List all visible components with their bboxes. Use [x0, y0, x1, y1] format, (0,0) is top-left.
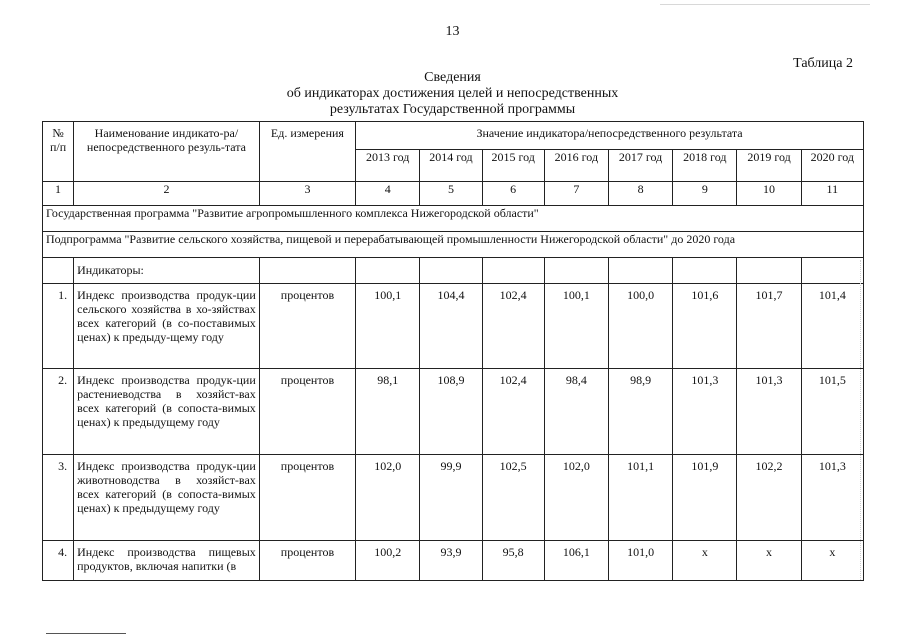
title-line-2: об индикаторах достижения целей и непосредственных [286, 86, 619, 101]
col-number-9: 9 [673, 182, 737, 206]
year-2019: 2019 год [737, 150, 801, 182]
row-value: x [673, 541, 737, 581]
header-name: Наименование индикато-ра/непосредственного резуль-тата [74, 122, 260, 182]
row-value: x [737, 541, 801, 581]
row-value: 101,5 [801, 369, 863, 455]
row-unit: процентов [259, 284, 355, 369]
col-number-5: 5 [420, 182, 482, 206]
row-value: 99,9 [420, 455, 482, 541]
row-value: 101,7 [737, 284, 801, 369]
col-number-11: 11 [801, 182, 863, 206]
row-num: 2. [43, 369, 74, 455]
row-unit: процентов [259, 455, 355, 541]
empty-cell [43, 258, 74, 284]
scan-edge-dots [860, 260, 863, 580]
row-value: 101,4 [801, 284, 863, 369]
row-value: 102,0 [544, 455, 608, 541]
col-number-2: 2 [74, 182, 260, 206]
indicators-label: Индикаторы: [74, 258, 260, 284]
row-value: 100,2 [356, 541, 420, 581]
col-number-3: 3 [259, 182, 355, 206]
row-value: 104,4 [420, 284, 482, 369]
row-unit: процентов [259, 541, 355, 581]
year-2014: 2014 год [420, 150, 482, 182]
col-number-10: 10 [737, 182, 801, 206]
row-value: 95,8 [482, 541, 544, 581]
row-num: 3. [43, 455, 74, 541]
page-number: 13 [445, 24, 460, 39]
empty-cell [608, 258, 672, 284]
row-value: 108,9 [420, 369, 482, 455]
empty-cell [259, 258, 355, 284]
row-value: 102,2 [737, 455, 801, 541]
year-2013: 2013 год [356, 150, 420, 182]
year-2015: 2015 год [482, 150, 544, 182]
row-value: 100,0 [608, 284, 672, 369]
empty-cell [673, 258, 737, 284]
row-value: 106,1 [544, 541, 608, 581]
table-row [43, 455, 864, 541]
table-row [43, 369, 864, 455]
row-value: 102,4 [482, 284, 544, 369]
row-num: 4. [43, 541, 74, 581]
empty-cell [356, 258, 420, 284]
row-name: Индекс производства пищевых продуктов, включая напитки (в [74, 541, 260, 581]
title-line-3: результатах Государственной программы [329, 102, 576, 117]
row-value: 101,3 [801, 455, 863, 541]
title-line-1: Сведения [424, 70, 481, 85]
col-number-7: 7 [544, 182, 608, 206]
col-number-6: 6 [482, 182, 544, 206]
row-value: 101,6 [673, 284, 737, 369]
row-value: 101,3 [673, 369, 737, 455]
empty-cell [420, 258, 482, 284]
row-name: Индекс производства продук-ции животноводства в хозяйст-вах всех категорий (в сопоста-вимых ценах) к предыдущему году [74, 455, 260, 541]
table-row [43, 284, 864, 369]
row-value: 98,9 [608, 369, 672, 455]
indicators-table [42, 121, 864, 581]
program-row: Государственная программа "Развитие агропромышленного комплекса Нижегородской области" [43, 206, 864, 232]
table-label: Таблица 2 [793, 56, 853, 71]
year-2017: 2017 год [608, 150, 672, 182]
row-unit: процентов [259, 369, 355, 455]
col-number-4: 4 [356, 182, 420, 206]
row-value: 102,0 [356, 455, 420, 541]
row-value: 101,3 [737, 369, 801, 455]
empty-cell [544, 258, 608, 284]
row-value: 93,9 [420, 541, 482, 581]
document-title [0, 70, 905, 118]
top-edge-dash [660, 4, 870, 5]
header-unit: Ед. измерения [259, 122, 355, 182]
year-2016: 2016 год [544, 150, 608, 182]
row-value: 100,1 [356, 284, 420, 369]
row-value: 98,4 [544, 369, 608, 455]
year-2018: 2018 год [673, 150, 737, 182]
empty-cell [737, 258, 801, 284]
row-value: 102,5 [482, 455, 544, 541]
row-value: 101,9 [673, 455, 737, 541]
header-num: № п/п [43, 122, 74, 182]
row-value: x [801, 541, 863, 581]
col-number-1: 1 [43, 182, 74, 206]
row-num: 1. [43, 284, 74, 369]
row-value: 101,1 [608, 455, 672, 541]
col-number-8: 8 [608, 182, 672, 206]
row-value: 101,0 [608, 541, 672, 581]
row-value: 98,1 [356, 369, 420, 455]
row-value: 102,4 [482, 369, 544, 455]
year-2020: 2020 год [801, 150, 863, 182]
subprogram-row: Подпрограмма "Развитие сельского хозяйства, пищевой и перерабатывающей промышленности Нижегородской области" до 2020 года [43, 232, 864, 258]
empty-cell [482, 258, 544, 284]
header-value: Значение индикатора/непосредственного результата [356, 122, 864, 150]
empty-cell [801, 258, 863, 284]
row-name: Индекс производства продук-ции растениеводства в хозяйст-вах всех категорий (в сопоста-вимых ценах) к предыдущему году [74, 369, 260, 455]
row-value: 100,1 [544, 284, 608, 369]
footnote-rule [46, 633, 126, 634]
table-row [43, 541, 864, 581]
row-name: Индекс производства продук-ции сельского хозяйства в хо-зяйствах всех категорий (в со-поставимых ценах) к предыду-щему году [74, 284, 260, 369]
